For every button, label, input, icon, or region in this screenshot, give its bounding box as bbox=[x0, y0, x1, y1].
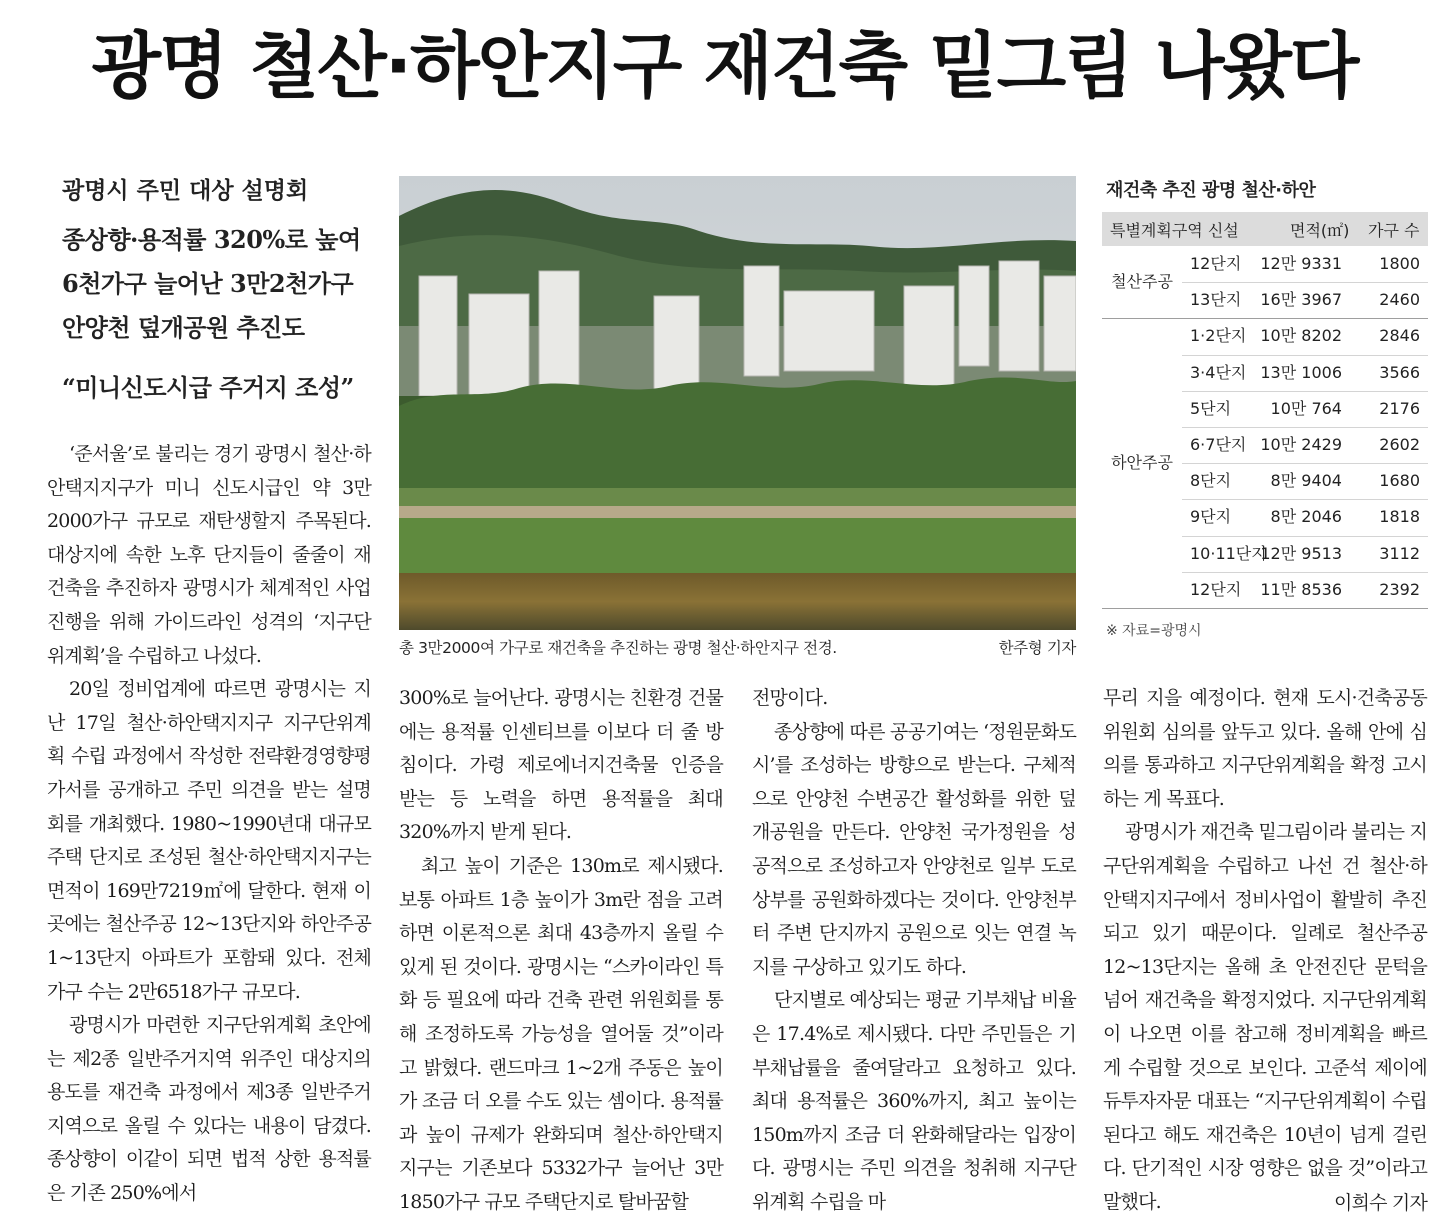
header-cell: 면적(㎡) bbox=[1290, 218, 1349, 241]
row-divider bbox=[1182, 427, 1428, 428]
row-divider bbox=[1182, 536, 1428, 537]
unit-cell: 10·11단지 bbox=[1190, 536, 1267, 572]
article-column-1 bbox=[47, 438, 371, 1211]
unit-cell: 12단지 bbox=[1190, 246, 1241, 282]
unit-cell: 8단지 bbox=[1190, 463, 1231, 499]
headline: 광명 철산·하안지구 재건축 밑그림 나왔다 bbox=[0, 14, 1449, 118]
unit-cell: 13단지 bbox=[1190, 282, 1241, 318]
row-divider bbox=[1182, 282, 1428, 283]
area-cell: 12만 9331 bbox=[1260, 246, 1342, 282]
table-title: 재건축 추진 광명 철산·하안 bbox=[1106, 176, 1315, 202]
row-divider bbox=[1182, 355, 1428, 356]
subhead-line-3: 안양천 덮개공원 추진도 bbox=[62, 308, 305, 343]
caption-text: 총 3만2000여 가구로 재건축을 추진하는 광명 철산·하안지구 전경. bbox=[399, 636, 837, 658]
group-label: 철산주공 bbox=[1102, 246, 1182, 318]
photo-credit: 한주형 기자 bbox=[999, 636, 1076, 658]
households-cell: 3566 bbox=[1379, 355, 1420, 391]
redevelopment-table bbox=[1102, 212, 1428, 610]
households-cell: 1818 bbox=[1379, 499, 1420, 535]
area-cell: 8만 9404 bbox=[1271, 463, 1342, 499]
unit-cell: 3·4단지 bbox=[1190, 355, 1246, 391]
area-cell: 10만 2429 bbox=[1260, 427, 1342, 463]
households-cell: 2392 bbox=[1379, 572, 1420, 608]
area-cell: 8만 2046 bbox=[1271, 499, 1342, 535]
unit-cell: 1·2단지 bbox=[1190, 318, 1246, 354]
paragraph: 300%로 늘어난다. 광명시는 친환경 건물에는 용적률 인센티브를 이보다 더 줄 방침이다. 가령 제로에너지건축물 인증을 받는 등 노력을 하면 용적률을 최대 320%까지 받게 된다. bbox=[399, 682, 723, 850]
header-cell: 가구 수 bbox=[1368, 218, 1419, 241]
households-cell: 3112 bbox=[1379, 536, 1420, 572]
table-bottom-rule bbox=[1102, 608, 1428, 609]
subhead-line-1: 종상향·용적률 320%로 높여 bbox=[62, 220, 361, 255]
byline: 이희수 기자 bbox=[1103, 1187, 1427, 1220]
households-cell: 2846 bbox=[1379, 318, 1420, 354]
row-divider bbox=[1182, 463, 1428, 464]
households-cell: 2176 bbox=[1379, 391, 1420, 427]
paragraph: 무리 지을 예정이다. 현재 도시·건축공동위원회 심의를 앞두고 있다. 올해 안에 심의를 통과하고 지구단위계획을 확정 고시하는 게 목표다. bbox=[1103, 682, 1427, 816]
paragraph: 광명시가 마련한 지구단위계획 초안에는 제2종 일반주거지역 위주인 대상지의 용도를 재건축 과정에서 제3종 일반주거지역으로 올릴 수 있다는 내용이 담겼다. 종상향이 이같이 되면 법적 상한 용적률은 기존 250%에서 bbox=[47, 1009, 371, 1211]
paragraph: 전망이다. bbox=[752, 682, 1076, 716]
paragraph: 최고 높이 기준은 130m로 제시됐다. 보통 아파트 1층 높이가 3m란 점을 고려하면 이론적으론 최대 43층까지 올릴 수 있게 된 것이다. 광명시는 “스카이라인 특화 등 필요에 따라 건축 관련 위원회를 통해 조정하도록 가능성을 열어둘 것”이라고 밝혔다. 랜드마크 1~2개 주동은 높이가 조금 더 오를 수도 있는 셈이다. 용적률과 높이 규제가 완화되며 철산·하안택지지구는 기존보다 5332가구 늘어난 3만1850가구 규모 주택단지로 탈바꿈할 bbox=[399, 850, 723, 1220]
area-cell: 10만 764 bbox=[1271, 391, 1342, 427]
paragraph: 단지별로 예상되는 평균 기부채납 비율은 17.4%로 제시됐다. 다만 주민들은 기부채납률을 줄여달라고 요청하고 있다. 최대 용적률은 360%까지, 최고 높이는 150m까지 조금 더 완화해달라는 입장이다. 광명시는 주민 의견을 청취해 지구단위계획 수립을 마 bbox=[752, 984, 1076, 1219]
aerial-photo bbox=[399, 176, 1076, 630]
area-cell: 12만 9513 bbox=[1260, 536, 1342, 572]
subhead-quote: “미니신도시급 주거지 조성” bbox=[62, 368, 354, 403]
header-cell: 특별계획구역 신설 bbox=[1110, 218, 1239, 241]
group-label: 하안주공 bbox=[1102, 318, 1182, 608]
area-cell: 10만 8202 bbox=[1260, 318, 1342, 354]
table-header bbox=[1102, 212, 1428, 246]
table-body bbox=[1102, 246, 1428, 610]
paragraph: ‘준서울’로 불리는 경기 광명시 철산·하안택지지구가 미니 신도시급인 약 3만2000가구 규모로 재탄생할지 주목된다. 대상지에 속한 노후 단지들이 줄줄이 재건축을 추진하자 광명시가 체계적인 사업 진행을 위해 가이드라인 성격의 ‘지구단위계획’을 수립하고 나섰다. bbox=[47, 438, 371, 673]
row-divider bbox=[1182, 572, 1428, 573]
households-cell: 2602 bbox=[1379, 427, 1420, 463]
article-column-3 bbox=[752, 682, 1076, 1220]
paragraph: 20일 정비업계에 따르면 광명시는 지난 17일 철산·하안택지지구 지구단위계획 수립 과정에서 작성한 전략환경영향평가서를 공개하고 주민 의견을 받는 설명회를 개최했다. 1980~1990년대 대규모 주택 단지로 조성된 철산·하안택지지구는 면적이 169만7219㎡에 달한다. 현재 이곳에는 철산주공 12~13단지와 하안주공 1~13단지 아파트가 포함돼 있다. 전체 가구 수는 2만6518가구 규모다. bbox=[47, 673, 371, 1009]
households-cell: 1800 bbox=[1379, 246, 1420, 282]
area-cell: 11만 8536 bbox=[1260, 572, 1342, 608]
unit-cell: 9단지 bbox=[1190, 499, 1231, 535]
unit-cell: 5단지 bbox=[1190, 391, 1231, 427]
group-divider bbox=[1102, 318, 1428, 319]
subhead-kicker: 광명시 주민 대상 설명회 bbox=[62, 172, 308, 205]
paragraph: 광명시가 재건축 밑그림이라 불리는 지구단위계획을 수립하고 나선 건 철산·하안택지지구에서 정비사업이 활발히 추진되고 있기 때문이다. 일례로 철산주공 12~13단지는 올해 초 안전진단 문턱을 넘어 재건축을 확정지었다. 지구단위계획이 나오면 이를 참고해 정비계획을 빠르게 수립할 것으로 보인다. 고준석 제이에듀투자자문 대표는 “지구단위계획이 수립된다고 해도 재건축은 10년이 넘게 걸린다. 단기적인 시장 영향은 없을 것”이라고 말했다. bbox=[1103, 816, 1427, 1219]
photo-caption bbox=[399, 636, 1076, 658]
table-source: ※ 자료=광명시 bbox=[1106, 620, 1202, 640]
article-column-4 bbox=[1103, 682, 1427, 1220]
row-divider bbox=[1182, 391, 1428, 392]
row-divider bbox=[1182, 499, 1428, 500]
area-cell: 13만 1006 bbox=[1260, 355, 1342, 391]
unit-cell: 12단지 bbox=[1190, 572, 1241, 608]
households-cell: 2460 bbox=[1379, 282, 1420, 318]
article-column-2 bbox=[399, 682, 723, 1220]
subhead-line-2: 6천가구 늘어난 3만2천가구 bbox=[62, 264, 353, 299]
unit-cell: 6·7단지 bbox=[1190, 427, 1246, 463]
paragraph: 종상향에 따른 공공기여는 ‘정원문화도시’를 조성하는 방향으로 받는다. 구체적으로 안양천 수변공간 활성화를 위한 덮개공원을 만든다. 안양천 국가정원을 성공적으로 조성하고자 안양천로 일부 도로 상부를 공원화하겠다는 것이다. 안양천부터 주변 단지까지 공원으로 잇는 연결 녹지를 구상하고 있기도 하다. bbox=[752, 716, 1076, 985]
area-cell: 16만 3967 bbox=[1260, 282, 1342, 318]
households-cell: 1680 bbox=[1379, 463, 1420, 499]
